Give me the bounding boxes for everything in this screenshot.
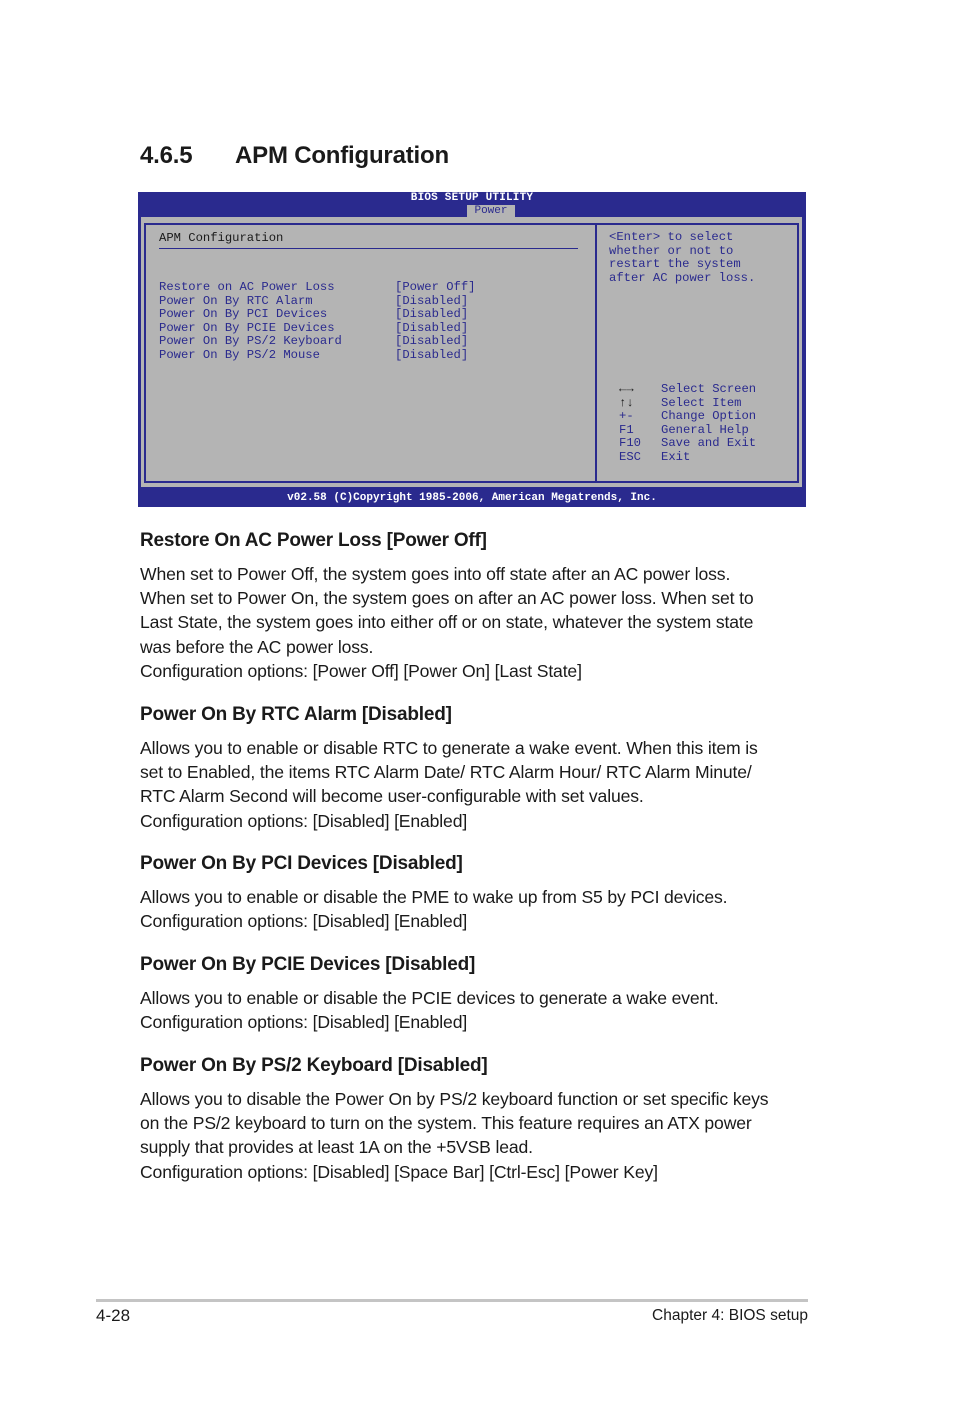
bios-menu-item-ps2-mouse[interactable]	[159, 349, 320, 363]
section-number: 4.6.5	[140, 142, 193, 169]
bios-item-value-pcie-devices[interactable]: [Disabled]	[395, 320, 469, 335]
key-name: F1	[619, 422, 634, 437]
text-line: was before the AC power loss.	[140, 636, 374, 657]
text-line: RTC Alarm Second will become user-configurable with set values.	[140, 786, 644, 807]
bios-item-label: Power On By RTC Alarm	[159, 293, 313, 308]
text-line: Allows you to disable the Power On by PS/2 keyboard function or set specific keys	[140, 1089, 769, 1109]
bios-item-label: Power On By PCIE Devices	[159, 320, 335, 335]
heading-rtc-alarm: Power On By RTC Alarm [Disabled]	[140, 704, 452, 725]
page-number: 4-28	[96, 1306, 131, 1325]
help-line: after AC power loss.	[609, 270, 756, 285]
left-right-arrows-icon: ←→	[619, 382, 634, 396]
bios-item-label: Power On By PCI Devices	[159, 307, 328, 321]
bios-item-label: Power On By PS/2 Keyboard	[159, 334, 342, 348]
key-action: Change Option	[661, 409, 757, 423]
key-name: F10	[619, 436, 641, 450]
paragraph-pcie-devices	[140, 986, 812, 1034]
heading-pcie-devices: Power On By PCIE Devices [Disabled]	[140, 954, 476, 975]
chapter-label: Chapter 4: BIOS setup	[652, 1307, 808, 1324]
bios-item-value-ps2-mouse[interactable]: [Disabled]	[395, 347, 469, 362]
key-name: +-	[619, 409, 634, 423]
bios-title-rule	[159, 248, 578, 249]
bios-utility-title: BIOS SETUP UTILITY	[410, 192, 534, 204]
text-line: Allows you to enable or disable RTC to generate a wake event. When this item is	[140, 738, 758, 758]
bios-panel-title: APM Configuration	[159, 231, 284, 245]
text-line: Configuration options: [Disabled] [Enabled]	[140, 810, 468, 831]
bios-menu-item-ps2-keyboard[interactable]	[159, 335, 342, 349]
heading-ps2-keyboard: Power On By PS/2 Keyboard [Disabled]	[140, 1055, 488, 1076]
text-line: Configuration options: [Power Off] [Power On] [Last State]	[140, 660, 582, 681]
section-name: APM Configuration	[235, 142, 449, 169]
help-line: restart the system	[609, 257, 741, 271]
bios-item-value-rtc-alarm[interactable]: [Disabled]	[395, 293, 469, 308]
text-line: Configuration options: [Disabled] [Enabled]	[140, 1012, 468, 1033]
text-line: When set to Power On, the system goes on after an AC power loss. When set to	[140, 588, 754, 609]
heading-restore-ac-power-loss: Restore On AC Power Loss [Power Off]	[140, 530, 487, 551]
section-title	[140, 142, 449, 170]
footer-divider	[96, 1299, 808, 1302]
paragraph-rtc-alarm	[140, 736, 812, 833]
key-action: General Help	[661, 422, 749, 437]
bios-divider	[595, 225, 597, 481]
bios-panel	[141, 217, 802, 487]
text-line: Last State, the system goes into either off or on state, whatever the system state	[140, 612, 754, 633]
tab-power[interactable]: Power	[467, 205, 515, 217]
bios-menu-item-pci-devices[interactable]	[159, 308, 327, 322]
help-line: <Enter> to select	[609, 230, 734, 244]
bios-item-label: Power On By PS/2 Mouse	[159, 347, 320, 362]
bios-item-value-restore-ac[interactable]: [Power Off]	[395, 280, 476, 294]
bios-item-value-ps2-keyboard[interactable]: [Disabled]	[395, 334, 469, 348]
text-line: set to Enabled, the items RTC Alarm Date/ RTC Alarm Hour/ RTC Alarm Minute/	[140, 762, 752, 783]
bios-screenshot	[138, 192, 806, 507]
text-line: on the PS/2 keyboard to turn on the system. This feature requires an ATX power	[140, 1113, 752, 1134]
bios-menu-item-restore-ac[interactable]	[159, 281, 335, 295]
heading-pci-devices: Power On By PCI Devices [Disabled]	[140, 853, 463, 874]
bios-menu-item-pcie-devices[interactable]	[159, 322, 335, 336]
text-line: Configuration options: [Disabled] [Enabled]	[140, 911, 468, 932]
key-action: Select Item	[661, 395, 742, 410]
bios-item-label: Restore on AC Power Loss	[159, 280, 335, 294]
bios-copyright: v02.58 (C)Copyright 1985-2006, American Megatrends, Inc.	[287, 492, 657, 504]
key-action: Exit	[661, 449, 691, 464]
paragraph-restore-ac-power-loss	[140, 562, 812, 683]
bios-item-value-pci-devices[interactable]: [Disabled]	[395, 307, 469, 321]
key-action: Save and Exit	[661, 436, 757, 450]
paragraph-pci-devices	[140, 885, 812, 933]
paragraph-ps2-keyboard	[140, 1087, 812, 1184]
text-line: When set to Power Off, the system goes into off state after an AC power loss.	[140, 564, 731, 584]
text-line: supply that provides at least 1A on the +5VSB lead.	[140, 1137, 533, 1158]
key-action: Select Screen	[661, 382, 757, 396]
bios-menu-item-rtc-alarm[interactable]	[159, 295, 313, 309]
key-name: ESC	[619, 449, 641, 464]
help-line: whether or not to	[609, 243, 734, 258]
text-line: Allows you to enable or disable the PME to wake up from S5 by PCI devices.	[140, 887, 728, 907]
text-line: Allows you to enable or disable the PCIE devices to generate a wake event.	[140, 988, 719, 1008]
text-line: Configuration options: [Disabled] [Space Bar] [Ctrl-Esc] [Power Key]	[140, 1161, 658, 1182]
up-down-arrows-icon: ↑↓	[619, 395, 634, 410]
